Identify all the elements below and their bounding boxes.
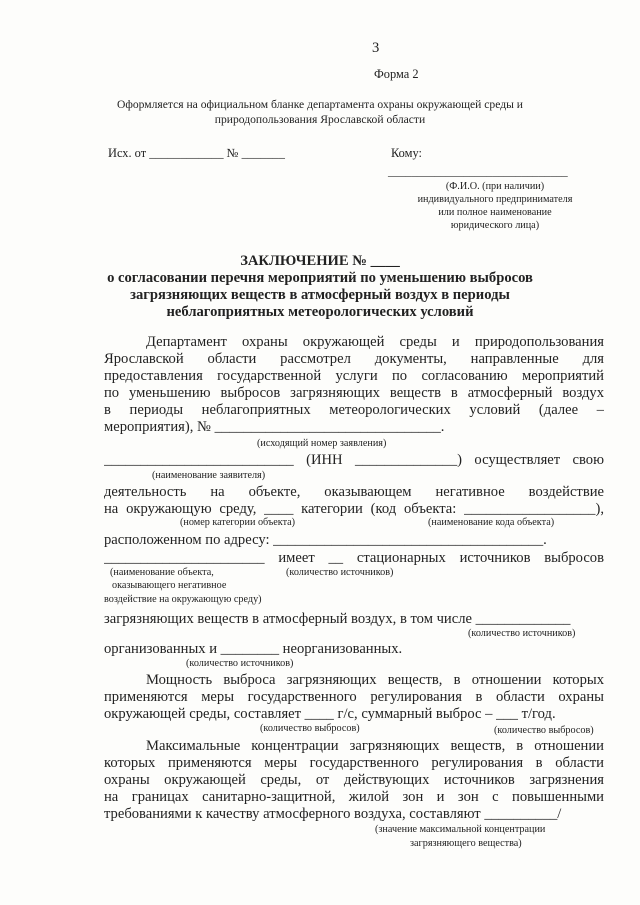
category-line: на окружающую среду, ____ категории (код объекта: __________________), [104,501,604,517]
body-p1-line5: в периоды неблагоприятных метеорологических условий (далее – [104,402,604,418]
body-p3-line2: которых применяются меры государственного регулирования в области [104,755,604,771]
form-label: Форма 2 [374,67,419,81]
caption-emissions-count: (количество выбросов) [260,723,360,734]
recipient-caption-2: индивидуального предпринимателя [417,194,573,205]
body-p1-line4: по уменьшению выбросов загрязняющих веществ в атмосферный воздух [104,385,604,401]
caption-category: (номер категории объекта) [180,517,296,528]
body-p3-line3: охраны окружающей среды, от действующих источников загрязнения [104,772,604,788]
caption-sources-count: (количество источников) [286,567,394,578]
body-p1-line2: Ярославской области рассмотрел документы, направленные для [104,351,604,367]
body-p2-line3: окружающей среды, составляет ____ г/с, суммарный выброс – ___ т/год. [104,706,556,722]
recipient-caption-4: юридического лица) [450,220,540,231]
body-p3-line1: Максимальные концентрации загрязняющих веществ, в отношении [146,738,604,754]
to-label: Кому: [391,146,422,160]
caption-object-name-2: оказывающего негативное [112,580,227,591]
caption-sources-count-2: (количество источников) [468,628,576,639]
outgoing-number-field: Исх. от ____________ № _______ [108,146,285,160]
caption-max-concentration-1: (значение максимальной концентрации [375,824,546,835]
caption-max-concentration-2: загрязняющего вещества) [410,838,522,849]
applicant-line: __________________________ (ИНН ______________) осуществляет свою [104,452,604,468]
caption-applicant: (наименование заявителя) [152,470,266,481]
title-line2: о согласовании перечня мероприятий по уменьшению выбросов [107,270,533,286]
recipient-caption-1: (Ф.И.О. (при наличии) [445,181,545,192]
sources-line: ______________________ имеет __ стационарных источников выбросов [104,550,604,566]
header-note-line1: Оформляется на официальном бланке департамента охраны окружающей среды и [116,98,524,111]
caption-object-code: (наименование кода объекта) [428,517,555,528]
header-note-line2: природопользования Ярославской области [214,113,426,126]
activity-line: деятельность на объекте, оказывающем негативное воздействие [104,484,604,500]
caption-sources-count-3: (количество источников) [186,658,294,669]
recipient-caption-3: или полное наименование [438,207,552,218]
caption-object-name-1: (наименование объекта, [110,567,214,578]
body-p1-line1: Департамент охраны окружающей среды и природопользования [146,334,604,350]
body-p1-line6: мероприятия), № _______________________________. [104,419,445,435]
title-line4: неблагоприятных метеорологических условий [166,304,474,320]
body-p3-line5: требованиями к качеству атмосферного воздуха, составляют __________/ [104,806,562,822]
title-line1: ЗАКЛЮЧЕНИЕ № ____ [240,253,400,269]
body-p3-line4: на границах санитарно-защитной, жилой зон и зон с повышенными [104,789,604,805]
page-number: 3 [372,40,380,56]
caption-emissions-count-2: (количество выбросов) [494,725,594,736]
title-line3: загрязняющих веществ в атмосферный воздух в периоды [130,287,510,303]
organized-line: организованных и ________ неорганизованных. [104,641,403,657]
pollutants-line: загрязняющих веществ в атмосферный воздух, в том числе _____________ [104,611,571,627]
body-p1-line3: предоставления государственной услуги по согласованию мероприятий [104,368,604,384]
body-p2-line1: Мощность выброса загрязняющих веществ, в отношении которых [146,672,604,688]
body-p2-line2: применяются меры государственного регулирования в области охраны [104,689,604,705]
caption-object-name-3: воздействие на окружающую среду) [104,594,262,605]
recipient-line: _______________________________ [388,165,568,178]
caption-request-number: (исходящий номер заявления) [257,438,387,449]
address-line: расположенном по адресу: _____________________________________. [104,532,547,548]
